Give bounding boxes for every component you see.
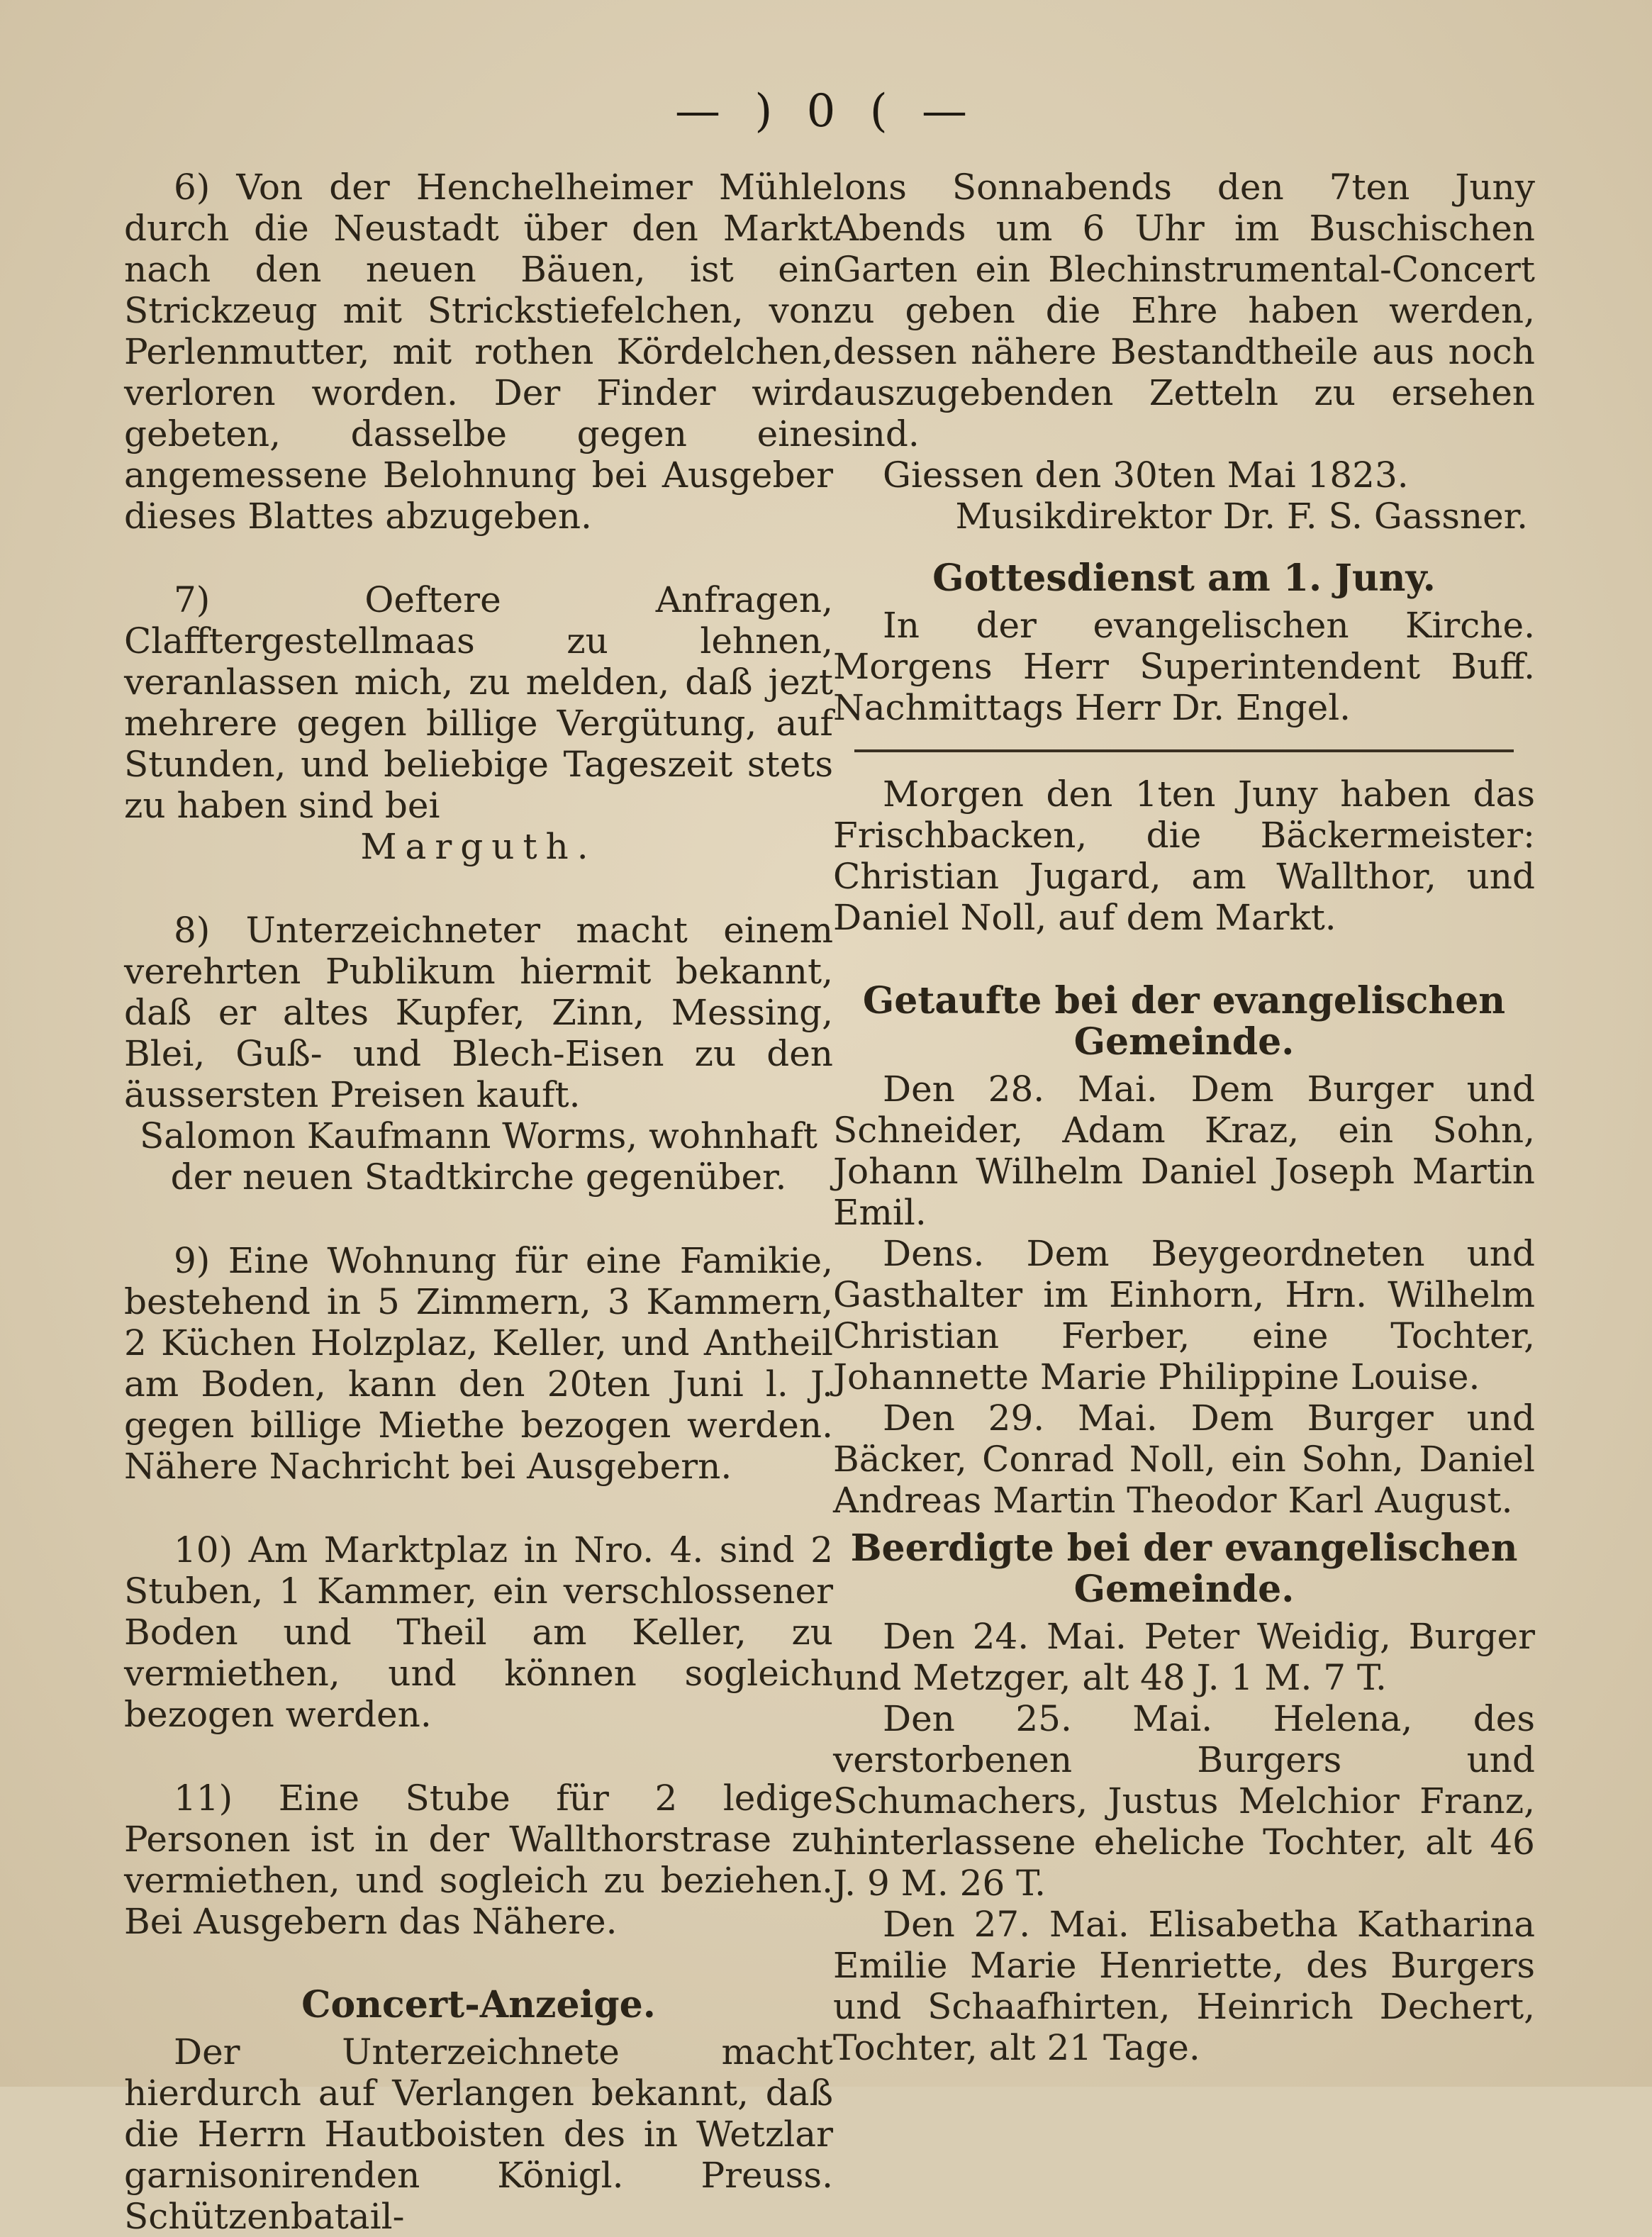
- section-divider: [854, 749, 1514, 752]
- notice-6: 6) Von der Henchelheimer Mühle durch die Neustadt über den Markt nach den neuen Bäuen, ist ein Strickzeug mit Strickstiefelchen, von Perlenmutter, mit rothen Kördelchen, verloren worden. Der Finder wird gebeten, dasselbe gegen eine angemessene Belohnung bei Ausgeber dieses Blattes abzugeben.: [124, 167, 833, 537]
- service-text: In der evangelischen Kirche. Morgens Herr Superintendent Buff. Nachmittags Herr Dr. Engel.: [833, 605, 1535, 728]
- left-column: [124, 167, 833, 2237]
- buried-heading: Beerdigte bei der evangelischen Gemeinde.: [850, 1527, 1518, 1611]
- burial-entry: Den 27. Mai. Elisabetha Katharina Emilie Marie Henriette, des Burgers und Schaafhirten, Heinrich Dechert, Tochter, alt 21 Tage.: [833, 1904, 1535, 2068]
- baptism-entry: Den 29. Mai. Dem Burger und Bäcker, Conrad Noll, ein Sohn, Daniel Andreas Martin Theodor Karl August.: [833, 1398, 1535, 1521]
- right-column: [833, 167, 1535, 2068]
- notice-7: 7) Oeftere Anfragen, Clafftergestellmaas zu lehnen, veranlassen mich, zu melden, daß jezt mehrere gegen billige Vergütung, auf Stunden, und beliebige Tageszeit stets zu haben sind bei: [124, 579, 833, 826]
- page-marker: — ) 0 ( —: [674, 85, 978, 138]
- concert-heading: Concert-Anzeige.: [301, 1983, 656, 2026]
- baptism-entry: Den 28. Mai. Dem Burger und Schneider, Adam Kraz, ein Sohn, Johann Wilhelm Daniel Joseph Martin Emil.: [833, 1069, 1535, 1233]
- concert-signature: Musikdirektor Dr. F. S. Gassner.: [955, 496, 1528, 537]
- concert-continuation: lons Sonnabends den 7ten Juny Abends um 6 Uhr im Buschischen Garten ein Blechinstrumental-Concert zu geben die Ehre haben werden, dessen nähere Bestandtheile aus noch auszugebenden Zetteln zu ersehen sind.: [833, 167, 1535, 454]
- concert-text: Der Unterzeichnete macht hierdurch auf Verlangen bekannt, daß die Herrn Hautboisten des in Wetzlar garnisonirenden Königl. Preuss. Schützenbatail-: [124, 2031, 833, 2237]
- notice-8-signature: Salomon Kaufmann Worms, wohnhaft der neuen Stadtkirche gegenüber.: [140, 1115, 817, 1198]
- service-heading: Gottesdienst am 1. Juny.: [932, 557, 1436, 600]
- concert-date: Giessen den 30ten Mai 1823.: [883, 454, 1409, 496]
- baptism-entry: Dens. Dem Beygeordneten und Gasthalter im Einhorn, Hrn. Wilhelm Christian Ferber, eine Tochter, Johannette Marie Philippine Louise.: [833, 1233, 1535, 1398]
- notice-11: 11) Eine Stube für 2 ledige Personen ist in der Wallthorstrase zu vermiethen, und sogleich zu beziehen. Bei Ausgebern das Nähere.: [124, 1778, 833, 1942]
- notice-10: 10) Am Marktplaz in Nro. 4. sind 2 Stuben, 1 Kammer, ein verschlossener Boden und Theil am Keller, zu vermiethen, und können sogleich bezogen werden.: [124, 1529, 833, 1735]
- notice-7-signature: Marguth.: [360, 826, 597, 867]
- notice-8: 8) Unterzeichneter macht einem verehrten Publikum hiermit bekannt, daß er altes Kupfer, Zinn, Messing, Blei, Guß- und Blech-Eisen zu den äussersten Preisen kauft.: [124, 910, 833, 1115]
- baptized-heading: Getaufte bei der evangelischen Gemeinde.: [862, 979, 1506, 1064]
- notice-9: 9) Eine Wohnung für eine Famikie, bestehend in 5 Zimmern, 3 Kammern, 2 Küchen Holzplaz, Keller, und Antheil am Boden, kann den 20ten Juni l. J. gegen billige Miethe bezogen werden. Nähere Nachricht bei Ausgebern.: [124, 1240, 833, 1487]
- bakery-notice: Morgen den 1ten Juny haben das Frischbacken, die Bäckermeister: Christian Jugard, am Wallthor, und Daniel Noll, auf dem Markt.: [833, 774, 1535, 938]
- burial-entry: Den 24. Mai. Peter Weidig, Burger und Metzger, alt 48 J. 1 M. 7 T.: [833, 1616, 1535, 1698]
- burial-entry: Den 25. Mai. Helena, des verstorbenen Burgers und Schumachers, Justus Melchior Franz, hinterlassene eheliche Tochter, alt 46 J. 9 M. 26 T.: [833, 1698, 1535, 1904]
